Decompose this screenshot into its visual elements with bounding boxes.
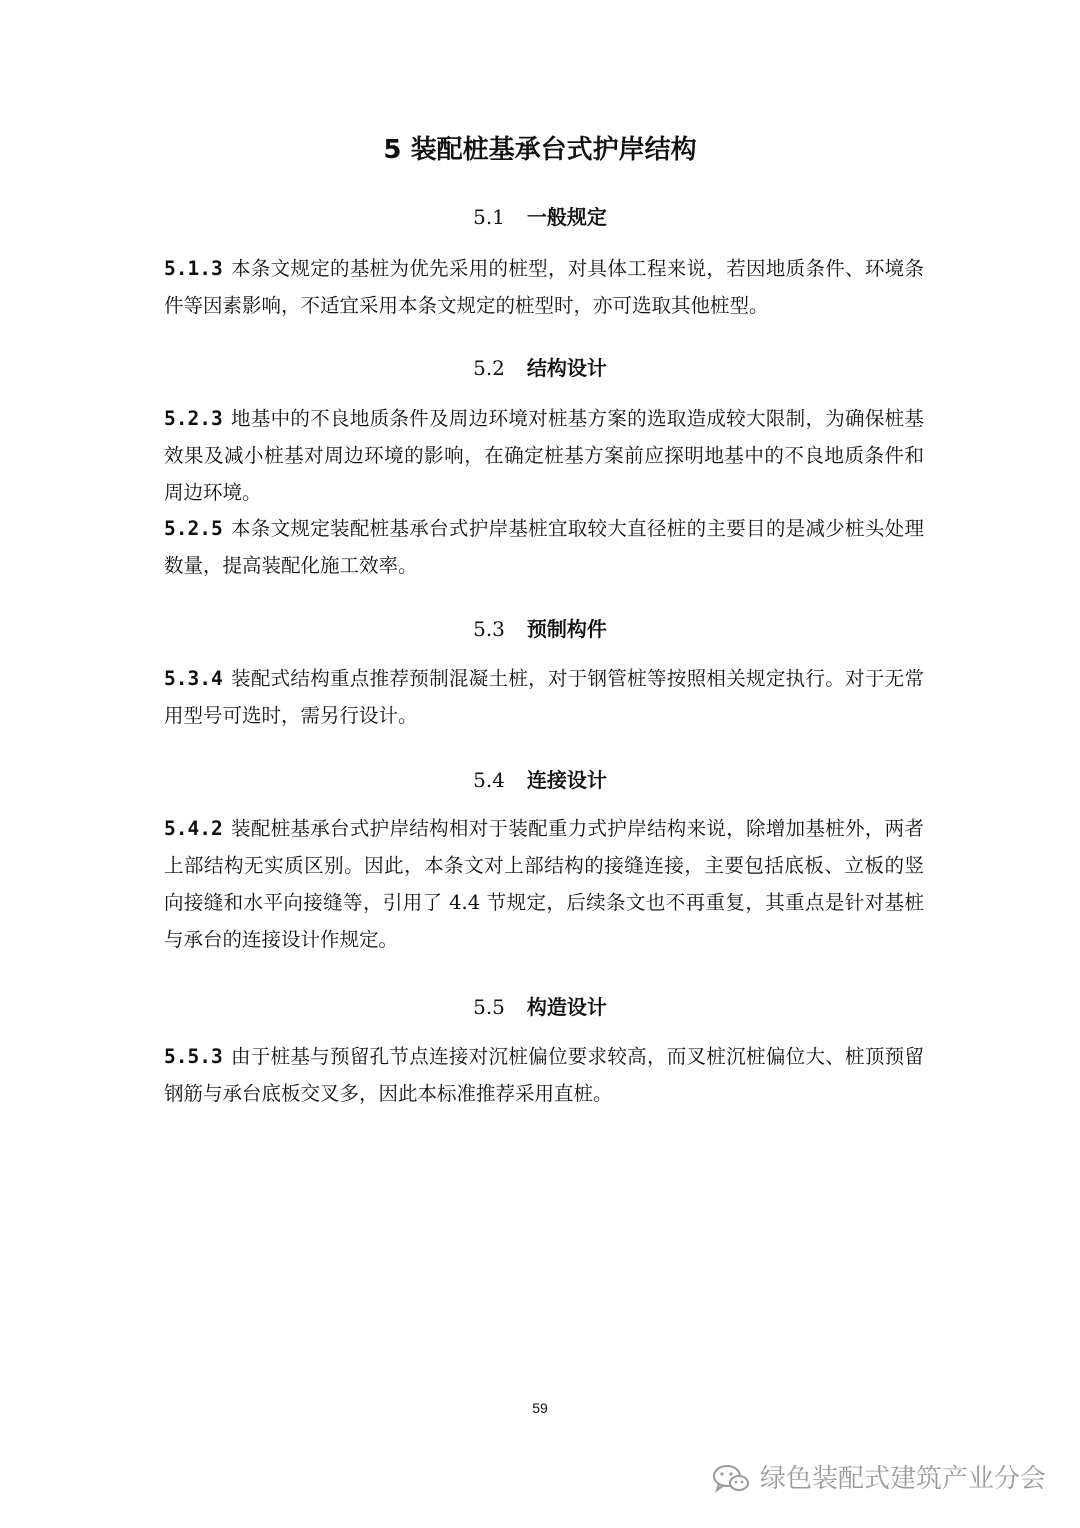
section-heading-5-3 <box>0 614 1080 644</box>
clause-5-2-3 <box>164 400 924 511</box>
clause-5-2-5 <box>164 510 924 584</box>
chapter-title: 5 装配桩基承台式护岸结构 <box>383 135 697 165</box>
section-number: 5.2 <box>473 356 505 380</box>
section-number: 5.3 <box>473 617 505 641</box>
section-heading-5-2 <box>0 353 1080 383</box>
clause-number: 5.5.3 <box>164 1045 223 1068</box>
section-title: 预制构件 <box>526 617 607 641</box>
clause-number: 5.3.4 <box>164 667 223 690</box>
section-number: 5.4 <box>473 768 505 792</box>
clause-number: 5.2.3 <box>164 407 223 430</box>
clause-number: 5.1.3 <box>164 257 223 280</box>
section-title: 一般规定 <box>526 205 607 229</box>
clause-5-1-3 <box>164 250 924 324</box>
section-title: 构造设计 <box>526 995 607 1019</box>
section-heading-5-4 <box>0 765 1080 795</box>
clause-text: 装配式结构重点推荐预制混凝土桩，对于钢管桩等按照相关规定执行。对于无常用型号可选时，需另行设计。 <box>164 667 924 727</box>
section-number: 5.1 <box>473 205 505 229</box>
clause-5-4-2 <box>164 810 924 958</box>
section-title: 连接设计 <box>526 768 607 792</box>
clause-text: 地基中的不良地质条件及周边环境对桩基方案的选取造成较大限制，为确保桩基效果及减小桩基对周边环境的影响，在确定桩基方案前应探明地基中的不良地质条件和周边环境。 <box>164 407 924 504</box>
clause-number: 5.2.5 <box>164 517 223 540</box>
section-number: 5.5 <box>473 995 505 1019</box>
clause-number: 5.4.2 <box>164 817 223 840</box>
page-number: 59 <box>532 1400 548 1416</box>
section-heading-5-5 <box>0 992 1080 1022</box>
section-heading-5-1 <box>0 202 1080 232</box>
clause-text: 本条文规定装配桩基承台式护岸基桩宜取较大直径桩的主要目的是减少桩头处理数量，提高装配化施工效率。 <box>164 517 924 577</box>
watermark-text: 绿色装配式建筑产业分会 <box>759 1464 1046 1494</box>
wechat-icon <box>712 1464 750 1494</box>
clause-text: 由于桩基与预留孔节点连接对沉桩偏位要求较高，而叉桩沉桩偏位大、桩顶预留钢筋与承台底板交叉多，因此本标准推荐采用直桩。 <box>164 1045 924 1105</box>
section-title: 结构设计 <box>526 356 607 380</box>
watermark <box>712 1462 1046 1496</box>
clause-5-5-3 <box>164 1038 924 1112</box>
clause-text: 本条文规定的基桩为优先采用的桩型，对具体工程来说，若因地质条件、环境条件等因素影响，不适宜采用本条文规定的桩型时，亦可选取其他桩型。 <box>164 257 924 317</box>
clause-text: 装配桩基承台式护岸结构相对于装配重力式护岸结构来说，除增加基桩外，两者上部结构无实质区别。因此，本条文对上部结构的接缝连接，主要包括底板、立板的竖向接缝和水平向接缝等，引用了 4.4 节规定，后续条文也不再重复，其重点是针对基桩与承台的连接设计作规定。 <box>164 817 924 951</box>
clause-5-3-4 <box>164 660 924 734</box>
